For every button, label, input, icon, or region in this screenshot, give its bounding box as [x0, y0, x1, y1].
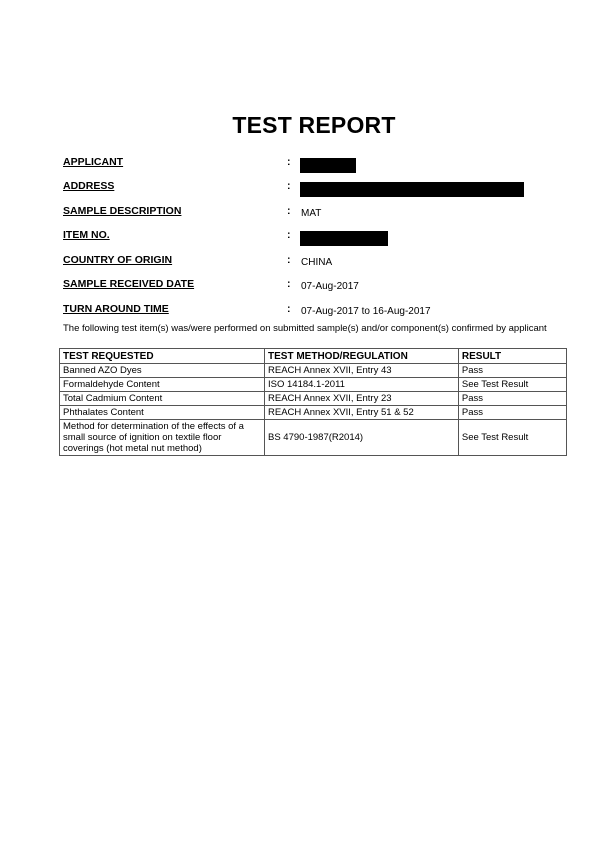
applicant-colon: :: [287, 156, 291, 168]
address-row: [63, 180, 583, 196]
turn-around-time-label: TURN AROUND TIME: [63, 303, 169, 315]
result-cell: Pass: [458, 392, 566, 406]
table-row: [60, 420, 567, 456]
sample-received-date-label: SAMPLE RECEIVED DATE: [63, 278, 195, 290]
header-test-requested: TEST REQUESTED: [60, 349, 265, 364]
test-method-cell: REACH Annex XVII, Entry 43: [265, 364, 459, 378]
turn-around-time-row: [63, 303, 583, 319]
sample-description-colon: :: [287, 205, 291, 217]
test-results-table: [59, 348, 567, 456]
table-row: [60, 392, 567, 406]
header-test-method: TEST METHOD/REGULATION: [265, 349, 459, 364]
intro-text: The following test item(s) was/were performed on submitted sample(s) and/or component(s) confirmed by applicant: [63, 323, 547, 334]
address-redaction: [300, 182, 524, 197]
address-label: ADDRESS: [63, 180, 115, 192]
country-of-origin-colon: :: [287, 254, 291, 266]
test-requested-cell: Banned AZO Dyes: [60, 364, 265, 378]
country-of-origin-row: [63, 254, 583, 270]
test-method-cell: REACH Annex XVII, Entry 51 & 52: [265, 406, 459, 420]
report-title: TEST REPORT: [232, 112, 396, 138]
applicant-label: APPLICANT: [63, 156, 124, 168]
sample-received-date-row: [63, 278, 583, 294]
sample-description-row: [63, 205, 583, 221]
test-requested-cell: Method for determination of the effects of a small source of ignition on textile floor coverings (hot metal nut method): [60, 420, 265, 456]
turn-around-time-colon: :: [287, 303, 291, 315]
test-method-cell: BS 4790-1987(R2014): [265, 420, 459, 456]
table-header-row: [60, 349, 567, 364]
country-of-origin-label: COUNTRY OF ORIGIN: [63, 254, 173, 266]
country-of-origin-value: CHINA: [301, 257, 333, 268]
table-row: [60, 378, 567, 392]
test-requested-cell: Formaldehyde Content: [60, 378, 265, 392]
table-row: [60, 364, 567, 378]
item-no-colon: :: [287, 229, 291, 241]
test-requested-cell: Phthalates Content: [60, 406, 265, 420]
table-row: [60, 406, 567, 420]
sample-description-value: MAT: [301, 208, 322, 219]
sample-received-date-value: 07-Aug-2017: [301, 281, 359, 292]
applicant-row: [63, 156, 583, 172]
item-no-label: ITEM NO.: [63, 229, 110, 241]
item-no-row: [63, 229, 583, 245]
test-requested-cell: Total Cadmium Content: [60, 392, 265, 406]
item-no-redaction: [300, 231, 388, 246]
sample-received-date-colon: :: [287, 278, 291, 290]
result-cell: See Test Result: [458, 420, 566, 456]
header-result: RESULT: [458, 349, 566, 364]
result-cell: Pass: [458, 406, 566, 420]
sample-description-label: SAMPLE DESCRIPTION: [63, 205, 182, 217]
test-method-cell: ISO 14184.1-2011: [265, 378, 459, 392]
turn-around-time-value: 07-Aug-2017 to 16-Aug-2017: [301, 306, 431, 317]
applicant-redaction: [300, 158, 356, 173]
address-colon: :: [287, 180, 291, 192]
result-cell: Pass: [458, 364, 566, 378]
result-cell: See Test Result: [458, 378, 566, 392]
test-method-cell: REACH Annex XVII, Entry 23: [265, 392, 459, 406]
